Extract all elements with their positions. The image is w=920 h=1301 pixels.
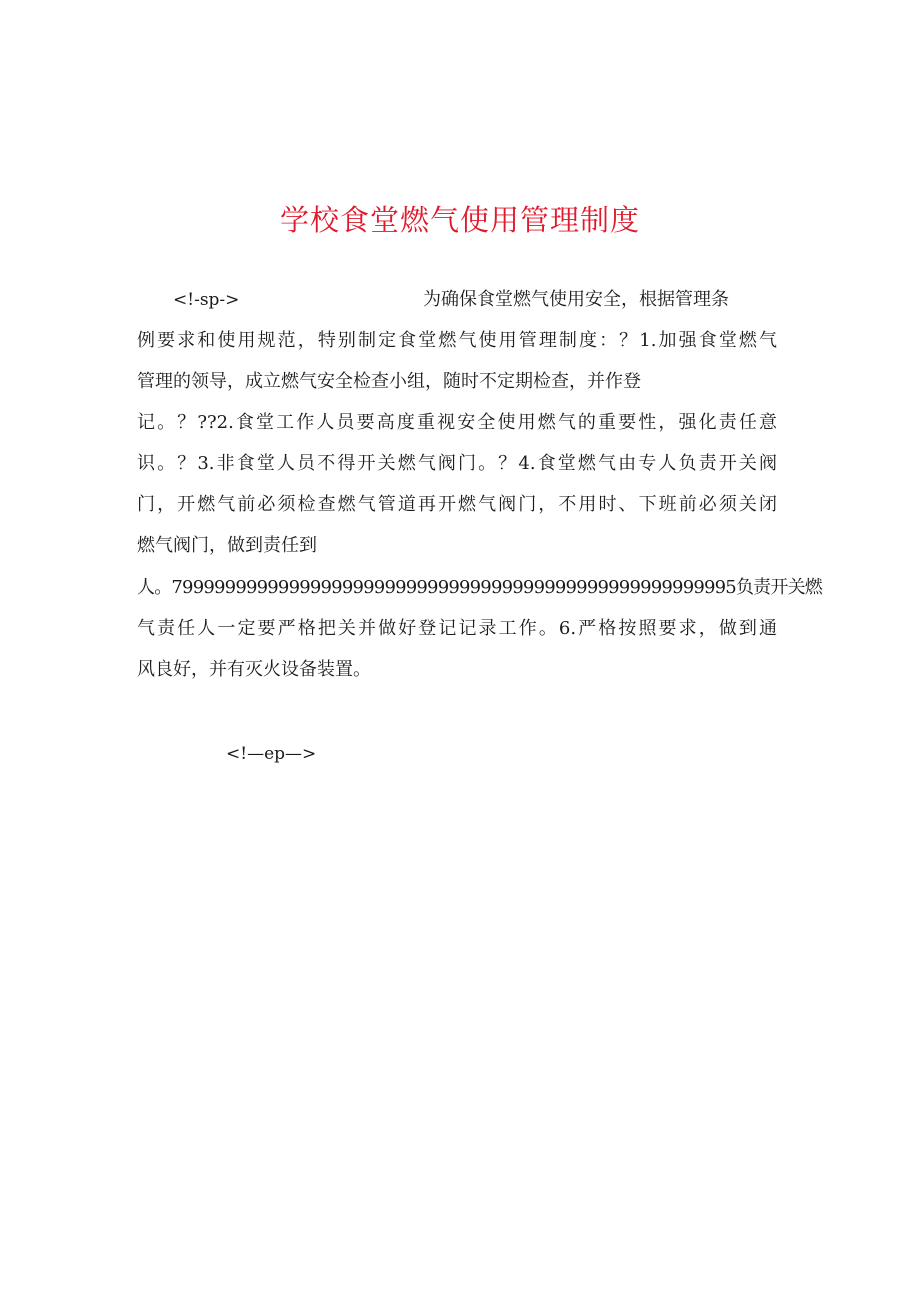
body-line-4: 记。？??2.食堂工作人员要高度重视安全使用燃气的重要性，强化责任意 [137,412,777,433]
end-marker: <!—ep—> [226,744,317,764]
body-line-6: 门，开燃气前必须检查燃气管道再开燃气阀门，不用时、下班前必须关闭 [137,494,777,515]
body-line-7: 燃气阀门，做到责任到 [137,535,317,556]
body-line-2: 例要求和使用规范，特别制定食堂燃气使用管理制度：？1.加强食堂燃气 [137,330,777,351]
body-line-5: 识。？3.非食堂人员不得开关燃气阀门。？4.食堂燃气由专人负责开关阀 [137,453,777,474]
document-title: 学校食堂燃气使用管理制度 [279,203,640,237]
body-line-1: 为确保食堂燃气使用安全，根据管理条 [423,289,729,310]
body-line-10: 风良好，并有灭火设备装置。 [137,659,371,680]
body-line-8: 人。79999999999999999999999999999999999999999999999999995负责开关燃 [137,577,822,598]
body-line-3: 管理的领导，成立燃气安全检查小组，随时不定期检查，并作登 [137,371,641,392]
start-marker: <!-sp-> [173,290,240,310]
body-line-9: 气责任人一定要严格把关并做好登记记录工作。6.严格按照要求，做到通 [137,618,777,639]
